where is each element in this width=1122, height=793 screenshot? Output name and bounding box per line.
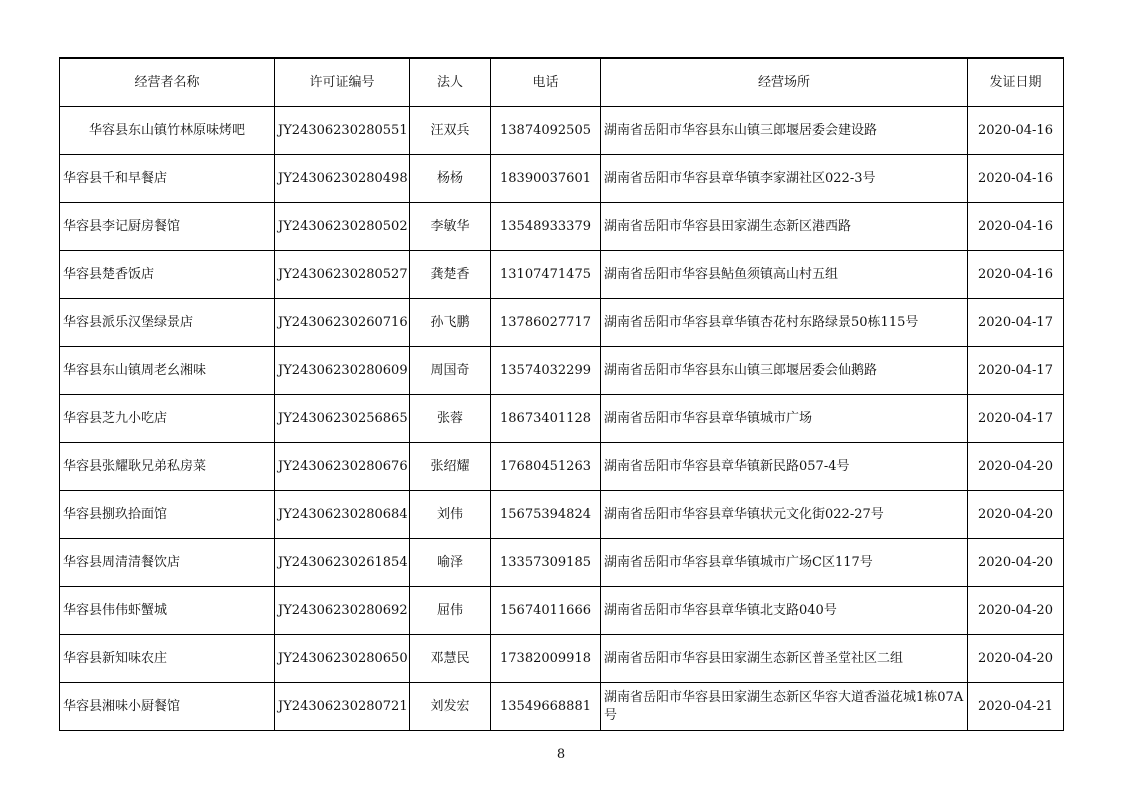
- cell-date: 2020-04-17: [968, 347, 1064, 395]
- header-address: 经营场所: [601, 58, 968, 107]
- permit-table: [59, 57, 1064, 731]
- cell-name: 华容县捌玖拾面馆: [60, 491, 275, 539]
- cell-phone: 13874092505: [491, 107, 601, 155]
- cell-date: 2020-04-20: [968, 587, 1064, 635]
- cell-license: JY24306230260716: [275, 299, 410, 347]
- cell-person: 孙飞鹏: [410, 299, 491, 347]
- cell-phone: 17680451263: [491, 443, 601, 491]
- cell-date: 2020-04-17: [968, 299, 1064, 347]
- header-name: 经营者名称: [60, 58, 275, 107]
- cell-phone: 15674011666: [491, 587, 601, 635]
- cell-address: 湖南省岳阳市华容县章华镇新民路057-4号: [601, 443, 968, 491]
- cell-phone: 17382009918: [491, 635, 601, 683]
- cell-license: JY24306230280721: [275, 683, 410, 731]
- cell-license: JY24306230261854: [275, 539, 410, 587]
- cell-person: 喻泽: [410, 539, 491, 587]
- cell-date: 2020-04-16: [968, 155, 1064, 203]
- cell-name: 华容县派乐汉堡绿景店: [60, 299, 275, 347]
- cell-phone: 13357309185: [491, 539, 601, 587]
- cell-license: JY24306230280684: [275, 491, 410, 539]
- cell-date: 2020-04-20: [968, 491, 1064, 539]
- cell-person: 刘伟: [410, 491, 491, 539]
- cell-person: 周国奇: [410, 347, 491, 395]
- header-person: 法人: [410, 58, 491, 107]
- table-row: [60, 443, 1064, 491]
- cell-date: 2020-04-17: [968, 395, 1064, 443]
- cell-address: 湖南省岳阳市华容县田家湖生态新区普圣堂社区二组: [601, 635, 968, 683]
- cell-name: 华容县周清清餐饮店: [60, 539, 275, 587]
- cell-date: 2020-04-20: [968, 443, 1064, 491]
- cell-phone: 13107471475: [491, 251, 601, 299]
- cell-phone: 13574032299: [491, 347, 601, 395]
- table-row: [60, 491, 1064, 539]
- cell-address: 湖南省岳阳市华容县章华镇杏花村东路绿景50栋115号: [601, 299, 968, 347]
- cell-person: 刘发宏: [410, 683, 491, 731]
- cell-name: 华容县千和早餐店: [60, 155, 275, 203]
- cell-license: JY24306230280692: [275, 587, 410, 635]
- cell-date: 2020-04-16: [968, 107, 1064, 155]
- cell-phone: 15675394824: [491, 491, 601, 539]
- cell-address: 湖南省岳阳市华容县东山镇三郎堰居委会仙鹅路: [601, 347, 968, 395]
- table-row: [60, 587, 1064, 635]
- table-row: [60, 203, 1064, 251]
- cell-name: 华容县伟伟虾蟹城: [60, 587, 275, 635]
- cell-address: 湖南省岳阳市华容县章华镇城市广场C区117号: [601, 539, 968, 587]
- table-row: [60, 155, 1064, 203]
- cell-person: 张蓉: [410, 395, 491, 443]
- cell-name: 华容县东山镇周老幺湘味: [60, 347, 275, 395]
- table-row: [60, 683, 1064, 731]
- cell-address: 湖南省岳阳市华容县章华镇北支路040号: [601, 587, 968, 635]
- cell-name: 华容县李记厨房餐馆: [60, 203, 275, 251]
- header-license: 许可证编号: [275, 58, 410, 107]
- cell-license: JY24306230280676: [275, 443, 410, 491]
- cell-license: JY24306230280551: [275, 107, 410, 155]
- cell-person: 杨杨: [410, 155, 491, 203]
- cell-date: 2020-04-20: [968, 539, 1064, 587]
- cell-person: 李敏华: [410, 203, 491, 251]
- table-row: [60, 251, 1064, 299]
- cell-license: JY24306230280498: [275, 155, 410, 203]
- table-header: [60, 58, 1064, 107]
- cell-person: 张绍耀: [410, 443, 491, 491]
- cell-address: 湖南省岳阳市华容县田家湖生态新区华容大道香溢花城1栋07A号: [601, 683, 968, 731]
- table-row: [60, 299, 1064, 347]
- cell-phone: 13549668881: [491, 683, 601, 731]
- cell-name: 华容县新知味农庄: [60, 635, 275, 683]
- cell-date: 2020-04-20: [968, 635, 1064, 683]
- cell-name: 华容县湘味小厨餐馆: [60, 683, 275, 731]
- cell-address: 湖南省岳阳市华容县东山镇三郎堰居委会建设路: [601, 107, 968, 155]
- cell-name: 华容县楚香饭店: [60, 251, 275, 299]
- cell-address: 湖南省岳阳市华容县章华镇李家湖社区022-3号: [601, 155, 968, 203]
- cell-phone: 13786027717: [491, 299, 601, 347]
- header-row: [60, 58, 1064, 107]
- cell-address: 湖南省岳阳市华容县章华镇状元文化街022-27号: [601, 491, 968, 539]
- cell-license: JY24306230280527: [275, 251, 410, 299]
- table-row: [60, 107, 1064, 155]
- cell-address: 湖南省岳阳市华容县鲇鱼须镇高山村五组: [601, 251, 968, 299]
- page-number: 8: [556, 747, 566, 762]
- cell-person: 邓慧民: [410, 635, 491, 683]
- table-row: [60, 539, 1064, 587]
- table-row: [60, 395, 1064, 443]
- cell-phone: 13548933379: [491, 203, 601, 251]
- cell-license: JY24306230280609: [275, 347, 410, 395]
- header-date: 发证日期: [968, 58, 1064, 107]
- cell-license: JY24306230280650: [275, 635, 410, 683]
- cell-person: 龚楚香: [410, 251, 491, 299]
- cell-name: 华容县东山镇竹林原味烤吧: [60, 107, 275, 155]
- cell-phone: 18673401128: [491, 395, 601, 443]
- cell-name: 华容县芝九小吃店: [60, 395, 275, 443]
- cell-phone: 18390037601: [491, 155, 601, 203]
- cell-address: 湖南省岳阳市华容县田家湖生态新区港西路: [601, 203, 968, 251]
- cell-name: 华容县张耀耿兄弟私房菜: [60, 443, 275, 491]
- header-phone: 电话: [491, 58, 601, 107]
- cell-license: JY24306230280502: [275, 203, 410, 251]
- cell-date: 2020-04-21: [968, 683, 1064, 731]
- cell-address: 湖南省岳阳市华容县章华镇城市广场: [601, 395, 968, 443]
- cell-person: 汪双兵: [410, 107, 491, 155]
- cell-date: 2020-04-16: [968, 203, 1064, 251]
- table-body: [60, 107, 1064, 731]
- cell-person: 屈伟: [410, 587, 491, 635]
- table-row: [60, 635, 1064, 683]
- cell-license: JY24306230256865: [275, 395, 410, 443]
- table-row: [60, 347, 1064, 395]
- cell-date: 2020-04-16: [968, 251, 1064, 299]
